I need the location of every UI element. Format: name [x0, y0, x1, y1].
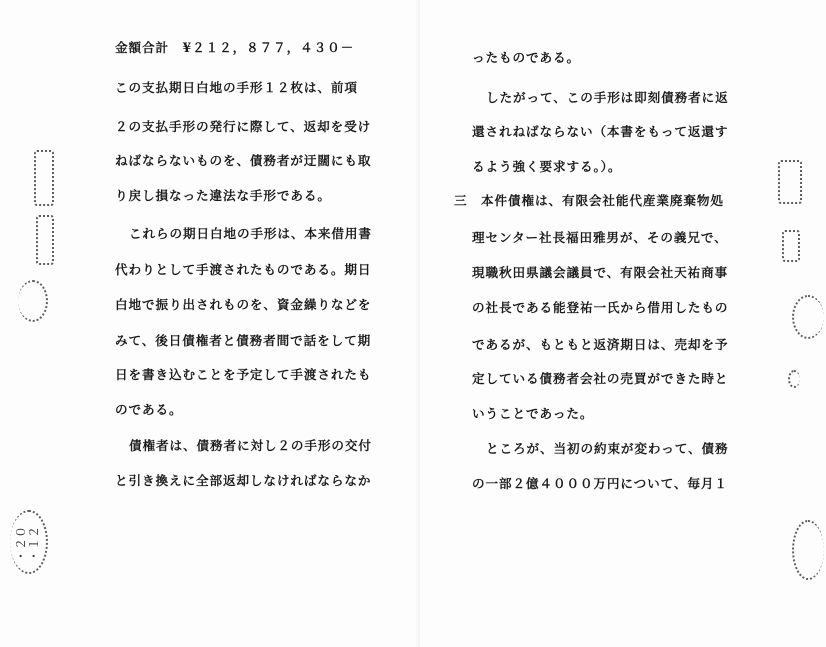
date-stamp-right	[792, 520, 824, 580]
text-line: ところが、当初の約束が変わって、債務	[486, 441, 729, 456]
text-line: るよう強く要求する。）。	[472, 159, 622, 174]
text-line: ねばならないものを、債務者が迂闊にも取	[115, 153, 372, 168]
text-line: 現職秋田県議会議員で、有限会社天祐商事	[472, 265, 729, 280]
text-line: の社長である能登祐一氏から借用したもの	[472, 300, 729, 315]
text-line: 白地で振り出されものを、資金繰りなどを	[115, 297, 372, 312]
text-line: いうことであった。	[472, 406, 594, 421]
text-line: と引き換えに全部返却しなければならなか	[115, 473, 372, 488]
text-line: であるが、もともと返済期日は、売却を予	[472, 337, 729, 352]
text-line: 債権者は、債務者に対し２の手形の交付	[129, 438, 372, 453]
seal-stamp-right-top	[778, 160, 802, 204]
seal-stamp-mid-left	[36, 215, 54, 265]
round-seal-left	[18, 280, 48, 322]
date-stamp-label: ・２０ ・１２	[14, 525, 41, 562]
text-line: 定している債務者会社の売買ができた時と	[472, 371, 729, 386]
text-line: この支払期日白地の手形１２枚は、前項	[115, 80, 358, 95]
text-line: 代わりとして手渡されたものである。期日	[115, 262, 372, 277]
text-line: 理センター社長福田雅男が、その義兄で、	[472, 230, 728, 245]
text-line: 金額合計 ¥２１２，８７７，４３０－	[115, 40, 355, 55]
text-line: ２の支払手形の発行に際して、返却を受け	[115, 119, 372, 134]
text-line: 日を書き込むことを予定して手渡されたも	[115, 367, 372, 382]
round-seal-right	[792, 295, 824, 339]
text-line: 三 本件債権は、有限会社能代産業廃棄物処	[454, 193, 724, 208]
text-line: これらの期日白地の手形は、本来借用書	[129, 226, 372, 241]
text-line: 還されねばならない（本書をもって返還す	[472, 124, 729, 139]
text-line: の一部２億４０００万円について、毎月１	[472, 476, 728, 491]
seal-stamp-right-mid	[782, 230, 800, 262]
round-seal-right-small	[788, 370, 800, 388]
text-line: り戻し損なった違法な手形である。	[115, 188, 331, 203]
text-line: ったものである。	[472, 50, 580, 65]
seal-stamp-top-left	[34, 150, 54, 206]
text-line: したがって、この手形は即刻債務者に返	[486, 90, 729, 105]
text-line: のである。	[115, 402, 183, 417]
text-line: みて、後日債権者と債務者間で話をして期	[115, 333, 372, 348]
